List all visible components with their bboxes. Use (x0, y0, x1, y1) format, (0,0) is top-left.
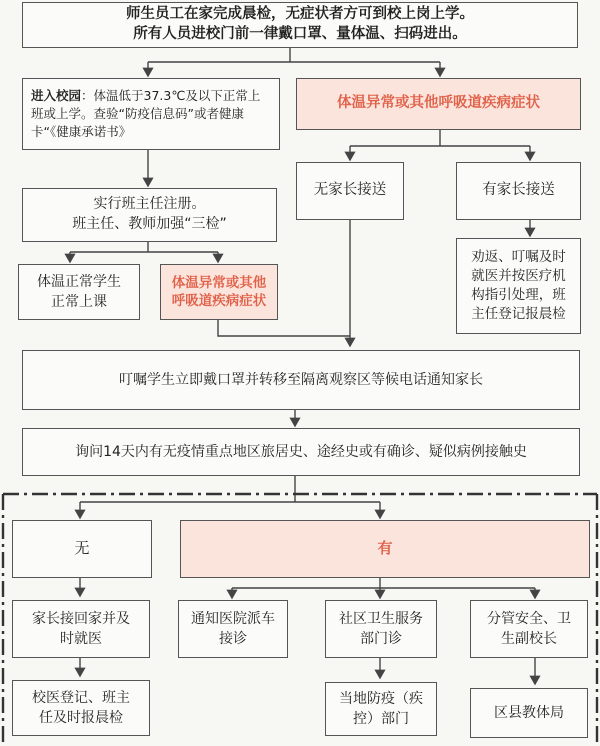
normal-temperature-box (18, 264, 140, 320)
no-history-text: 无 (74, 539, 90, 558)
local-cdc-box (325, 682, 437, 736)
enter-campus-label: 进入校园 (31, 87, 82, 103)
abnormal-symptom-top-text: 体温异常或其他呼吸道疾病症状 (337, 95, 540, 112)
persuade-return-box (456, 238, 581, 334)
no-parent-pickup-box (296, 162, 404, 220)
persuade-return-text: 劝返、叮嘱及时 就医并按医疗机 构指引处理，班 主任登记报晨检 (471, 248, 566, 323)
abnormal-symptom-top-box (296, 78, 581, 130)
parent-pickup-text: 家长接回家并及 时就医 (32, 610, 130, 647)
community-health-box (325, 600, 437, 658)
travel-history-inquiry-text: 询问14天内有无疫情重点地区旅居史、途经史或有确诊、疑似病例接触史 (75, 443, 527, 460)
no-parent-pickup-text: 无家长接送 (313, 182, 387, 199)
abnormal-symptom-mid-text: 体温异常或其他 呼吸道疾病症状 (171, 274, 267, 309)
top-notice-box (22, 2, 578, 48)
class-register-line1: 实行班主任注册。 (93, 196, 206, 213)
has-parent-pickup-text: 有家长接送 (482, 182, 555, 199)
enter-campus-text: ：体温低于37.3℃及以下正常上班或上学。查验“防疫信息码”或者健康卡“《健康承诺书》 (31, 87, 261, 140)
school-doctor-text: 校医登记、班主 任及时报晨检 (32, 689, 130, 726)
parent-pickup-box (12, 600, 150, 658)
community-health-text: 社区卫生服务 部门诊 (339, 610, 423, 647)
isolation-box (22, 350, 580, 410)
isolation-text: 叮嘱学生立即戴口罩并转移至隔离观察区等候电话通知家长 (119, 371, 483, 388)
school-doctor-box (12, 680, 150, 736)
district-education-box (470, 688, 588, 738)
local-cdc-text: 当地防疫（疾 控）部门 (339, 690, 423, 727)
vice-principal-text: 分管安全、卫 生副校长 (487, 610, 571, 647)
top-notice-line2: 所有人员进校门前一律戴口罩、量体温、扫码进出。 (133, 26, 467, 42)
has-parent-pickup-box (456, 162, 581, 220)
vice-principal-box (470, 600, 588, 658)
enter-campus-box (22, 78, 280, 150)
has-history-box (180, 520, 590, 578)
class-register-box (22, 188, 277, 242)
district-education-text: 区县教体局 (494, 704, 564, 721)
top-notice-line1: 师生员工在家完成晨检，无症状者方可到校上岗上学。 (126, 6, 474, 23)
hospital-notify-box (178, 600, 288, 658)
abnormal-symptom-mid-box (160, 264, 278, 320)
travel-history-inquiry-box (22, 428, 580, 476)
normal-temperature-text: 体温正常学生 正常上课 (37, 273, 121, 310)
hospital-notify-text: 通知医院派车 接诊 (191, 610, 275, 647)
class-register-line2: 班主任、教师加强“三检” (72, 216, 227, 232)
no-history-box (12, 520, 152, 578)
has-history-text: 有 (377, 539, 393, 558)
